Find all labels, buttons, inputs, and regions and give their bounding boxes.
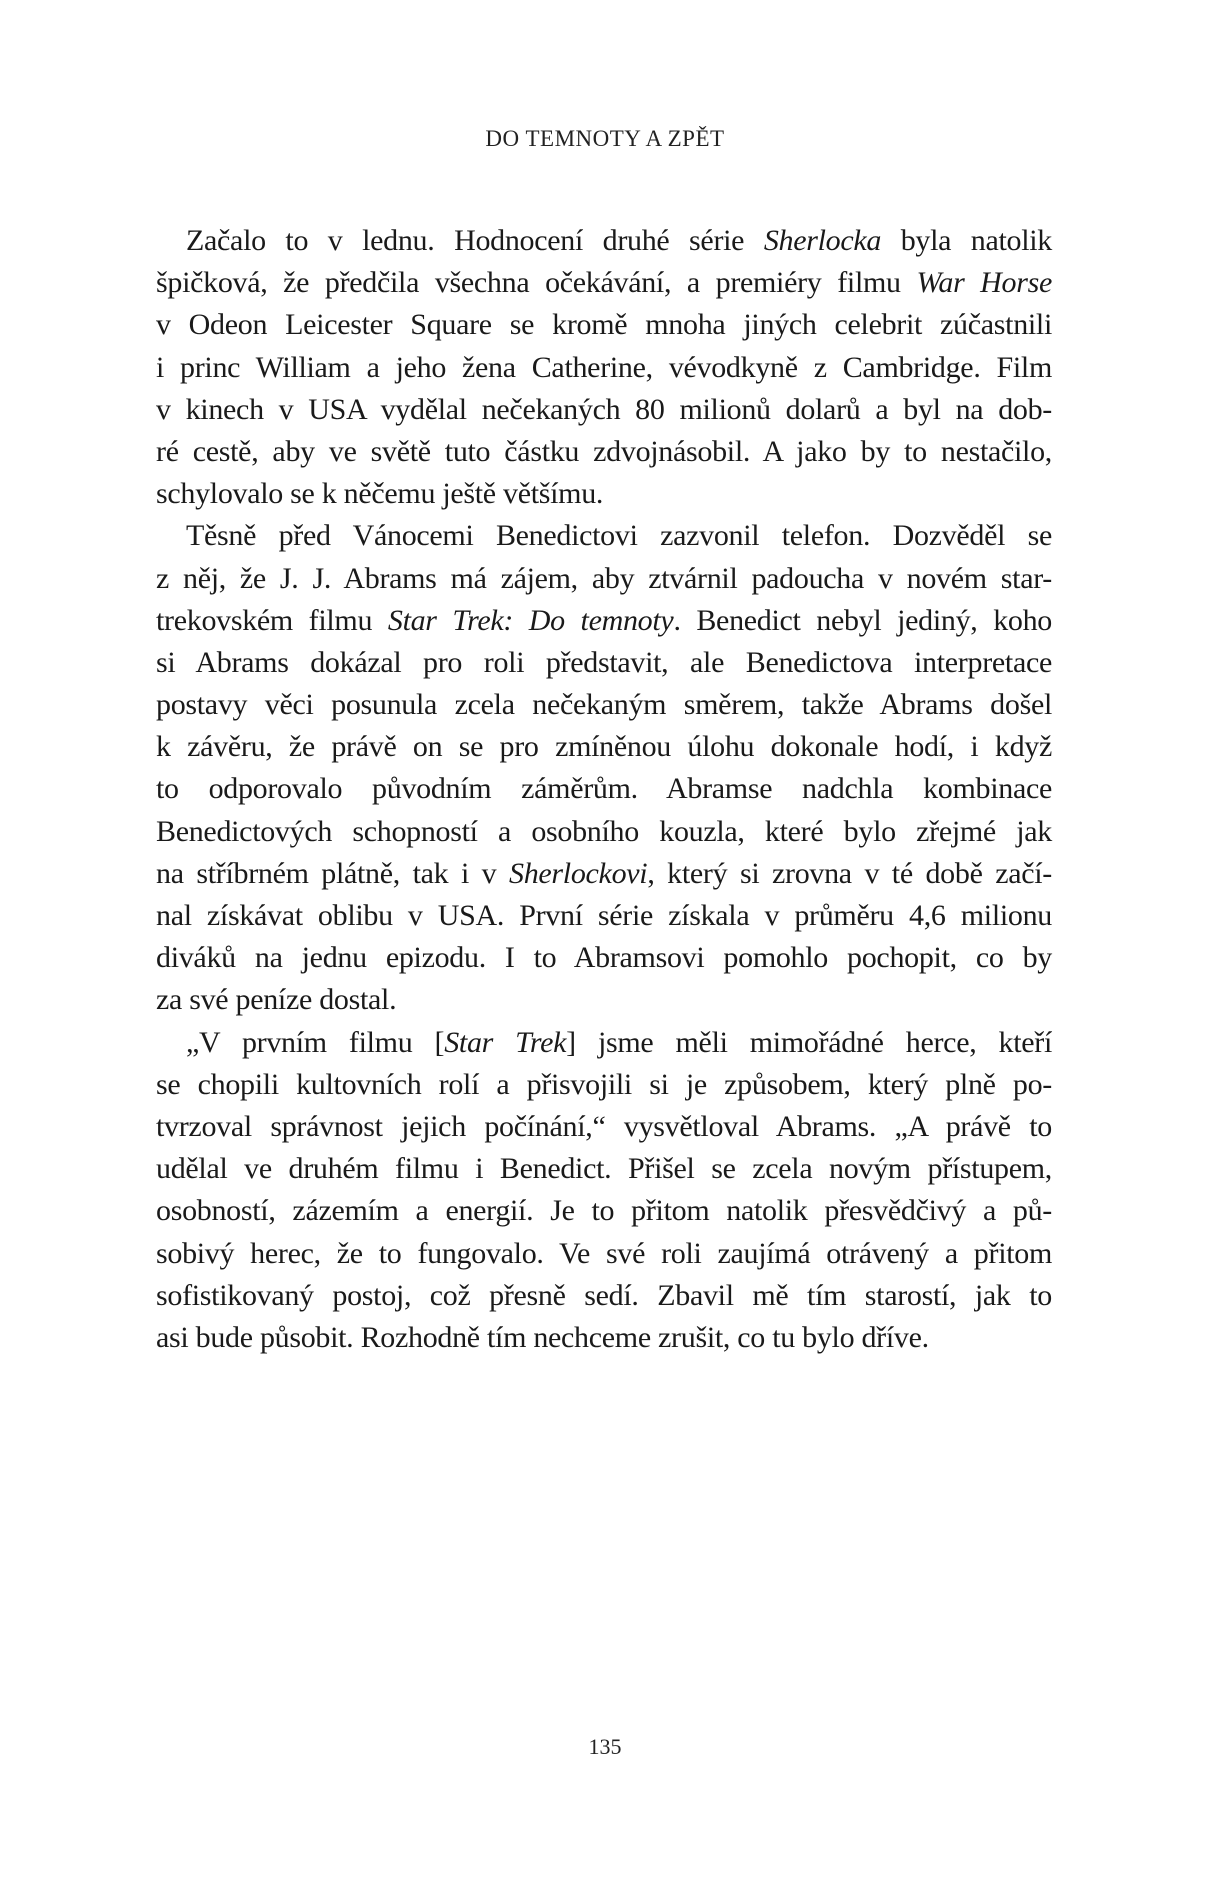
text-segment: „V prvním filmu [ (186, 1025, 445, 1059)
text-segment: trekovském filmu (156, 603, 388, 637)
text-segment: diváků na jednu epizodu. I to Abramsovi pomohlo pochopit, co by (156, 941, 1052, 975)
text-line (156, 389, 1052, 431)
text-segment: za své peníze dostal. (156, 983, 397, 1017)
text-line (156, 1190, 1052, 1232)
text-segment: v Odeon Leicester Square se kromě mnoha jiných celebrit zúčastnili (156, 308, 1052, 342)
text-segment: tvrzoval správnost jejich počínání,“ vysvětloval Abrams. „A právě to (156, 1109, 1052, 1143)
text-line (156, 1233, 1052, 1275)
text-segment: asi bude působit. Rozhodně tím nechceme zrušit, co tu bylo dříve. (156, 1320, 929, 1354)
italic-title: Sherlocka (763, 224, 882, 257)
text-line (156, 262, 1052, 304)
text-line (156, 431, 1052, 473)
text-line (156, 768, 1052, 810)
italic-title: Star Trek: Do temnoty (387, 603, 674, 637)
text-line (156, 895, 1052, 937)
text-line (156, 1275, 1052, 1317)
text-segment: k závěru, že právě on se pro zmíněnou úlohu dokonale hodí, i když (156, 730, 1052, 764)
body-text (156, 220, 1052, 1359)
text-segment: ré cestě, aby ve světě tuto částku zdvojnásobil. A jako by to nestačilo, (156, 434, 1052, 468)
text-line (156, 726, 1052, 768)
text-segment: udělal ve druhém filmu i Benedict. Přišel se zcela novým přístupem, (156, 1152, 1052, 1186)
italic-title: Sherlockovi (509, 856, 648, 890)
text-segment: to odporovalo původním záměrům. Abramse nadchla kombinace (156, 772, 1052, 806)
text-segment: sofistikovaný postoj, což přesně sedí. Zbavil mě tím starostí, jak to (156, 1278, 1052, 1312)
text-segment: Benedictových schopností a osobního kouzla, které bylo zřejmé jak (156, 814, 1052, 848)
text-line (156, 1106, 1052, 1148)
paragraph (156, 515, 1052, 1021)
text-segment: nal získávat oblibu v USA. První série získala v průměru 4,6 milionu (156, 899, 1052, 932)
text-segment: Začalo to v lednu. Hodnocení druhé série (186, 224, 764, 257)
text-segment: v kinech v USA vydělal nečekaných 80 milionů dolarů a byl na dob- (156, 392, 1052, 426)
text-segment: . Benedict nebyl jediný, koho (673, 603, 1052, 637)
text-line (156, 515, 1052, 557)
text-segment: se chopili kultovních rolí a přisvojili si je způsobem, který plně po- (156, 1067, 1052, 1101)
text-segment: i princ William a jeho žena Catherine, vévodkyně z Cambridge. Film (156, 350, 1052, 384)
text-line (156, 811, 1052, 853)
text-line (156, 853, 1052, 895)
running-head: DO TEMNOTY A ZPĚT (485, 126, 725, 151)
text-line (156, 1064, 1052, 1106)
text-segment: špičková, že předčila všechna očekávání, a premiéry filmu (156, 266, 917, 300)
text-line (156, 937, 1052, 979)
paragraph (156, 1022, 1052, 1360)
text-line (156, 1022, 1052, 1064)
text-segment: sobivý herec, že to fungovalo. Ve své roli zaujímá otrávený a přitom (156, 1236, 1052, 1270)
paragraph (156, 220, 1052, 515)
text-line (156, 220, 1052, 262)
text-segment: si Abrams dokázal pro roli představit, ale Benedictova interpretace (156, 645, 1052, 679)
text-segment: na stříbrném plátně, tak i v (156, 856, 510, 890)
text-line (156, 473, 1052, 515)
text-line (156, 347, 1052, 389)
text-segment: , který si zrovna v té době začí- (647, 856, 1052, 890)
text-line (156, 558, 1052, 600)
text-line (156, 600, 1052, 642)
text-segment: ] jsme měli mimořádné herce, kteří (566, 1025, 1052, 1059)
text-segment: osobností, zázemím a energií. Je to přitom natolik přesvědčivý a pů- (156, 1194, 1052, 1228)
text-line (156, 642, 1052, 684)
text-segment: z něj, že J. J. Abrams má zájem, aby ztvárnil padoucha v novém star- (156, 561, 1052, 595)
text-line (156, 1148, 1052, 1190)
italic-title: War Horse (916, 266, 1052, 300)
text-line (156, 684, 1052, 726)
text-segment: Těsně před Vánocemi Benedictovi zazvonil telefon. Dozvěděl se (186, 519, 1052, 553)
text-line (156, 304, 1052, 346)
text-segment: schylovalo se k něčemu ještě většímu. (156, 477, 604, 511)
page-number: 135 (588, 1734, 622, 1759)
text-line (156, 979, 1052, 1021)
text-segment: postavy věci posunula zcela nečekaným směrem, takže Abrams došel (156, 688, 1052, 722)
italic-title: Star Trek (444, 1025, 567, 1059)
text-line (156, 1317, 1052, 1359)
text-segment: byla natolik (881, 224, 1052, 257)
